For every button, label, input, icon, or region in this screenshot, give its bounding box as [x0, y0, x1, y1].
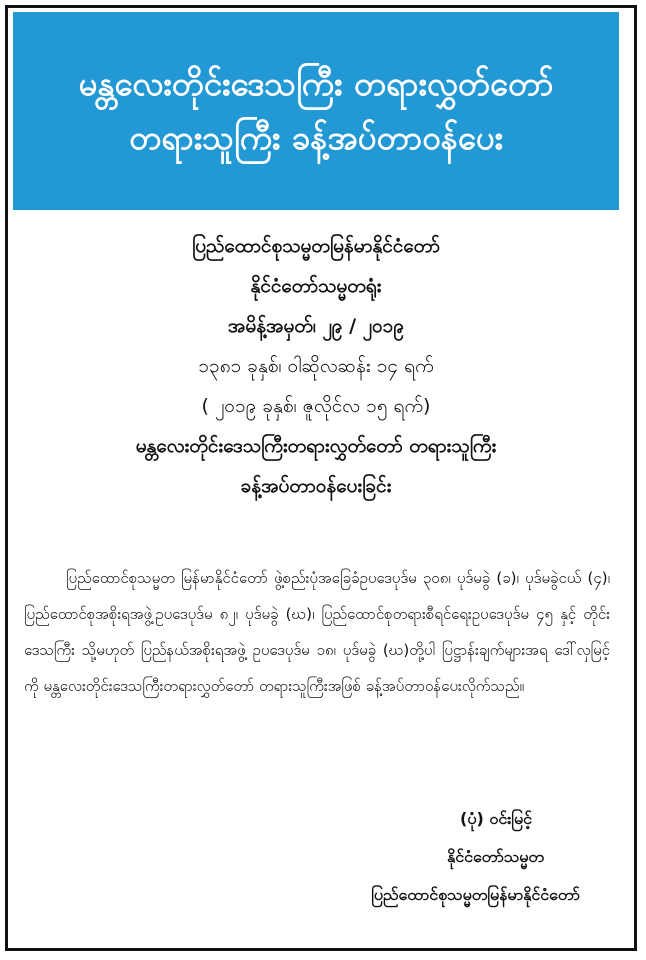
- date-myanmar: ၁၃၈၁ ခုနှစ်၊ ဝါဆိုလဆန်း ၁၄ ရက်: [198, 355, 434, 377]
- order-number: အမိန့်အမှတ်၊ ၂၉ / ၂၀၁၉: [227, 315, 405, 337]
- signatory-name: (ပုံ) ဝင်းမြင့်: [460, 809, 532, 828]
- subject-line-2: ခန့်အပ်တာဝန်ပေးခြင်း: [240, 475, 392, 497]
- headline-line-2: တရားသူကြီး ခန့်အပ်တာဝန်ပေး: [129, 118, 503, 157]
- office-name: နိုင်ငံတော်သမ္မတရုံး: [250, 275, 382, 297]
- headline-banner: [13, 12, 619, 210]
- signatory-country: ပြည်ထောင်စုသမ္မတမြန်မာနိုင်ငံတော်: [371, 885, 580, 904]
- order-body-paragraph: ပြည်ထောင်စုသမ္မတ မြန်မာနိုင်ငံတော် ဖွဲ့စည်းပုံအခြေခံဥပဒေပုဒ်မ ၃၀၈၊ ပုဒ်မခွဲ (ခ)၊ ပုဒ်မခွဲငယ် (၄)၊ ပြည်ထောင်စုအစိုးရအဖွဲ့ဥပဒေပုဒ်မ ၈၂၊ ပုဒ်မခွဲ (ဃ)၊ ပြည်ထောင်စုတရားစီရင်ရေးဥပဒေပုဒ်မ ၄၅ နှင့် တိုင်းဒေသကြီး သို့မဟုတ် ပြည်နယ်အစိုးရအဖွဲ့ ဥပဒေပုဒ်မ ၁၈၊ ပုဒ်မခွဲ (ဃ)တို့ပါ ပြဋ္ဌာန်းချက်များအရ ဒေါ်လှမြင့် ကို မန္တလေးတိုင်းဒေသကြီးတရားလွှတ်တော် တရားသူကြီးအဖြစ် ခန့်အပ်တာဝန်ပေးလိုက်သည်။: [24, 569, 610, 695]
- order-header: [13, 226, 619, 506]
- subject-line-1: မန္တလေးတိုင်းဒေသကြီးတရားလွှတ်တော် တရားသူကြီး: [135, 435, 497, 457]
- signatory-title: နိုင်ငံတော်သမ္မတ: [446, 847, 544, 866]
- signature-block: [300, 800, 610, 914]
- government-name: ပြည်ထောင်စုသမ္မတမြန်မာနိုင်ငံတော်: [192, 235, 440, 257]
- date-gregorian: ( ၂၀၁၉ ခုနှစ်၊ ဇူလိုင်လ ၁၅ ရက်): [201, 395, 431, 417]
- headline-line-1: မန္တလေးတိုင်းဒေသကြီး တရားလွှတ်တော်: [78, 64, 554, 103]
